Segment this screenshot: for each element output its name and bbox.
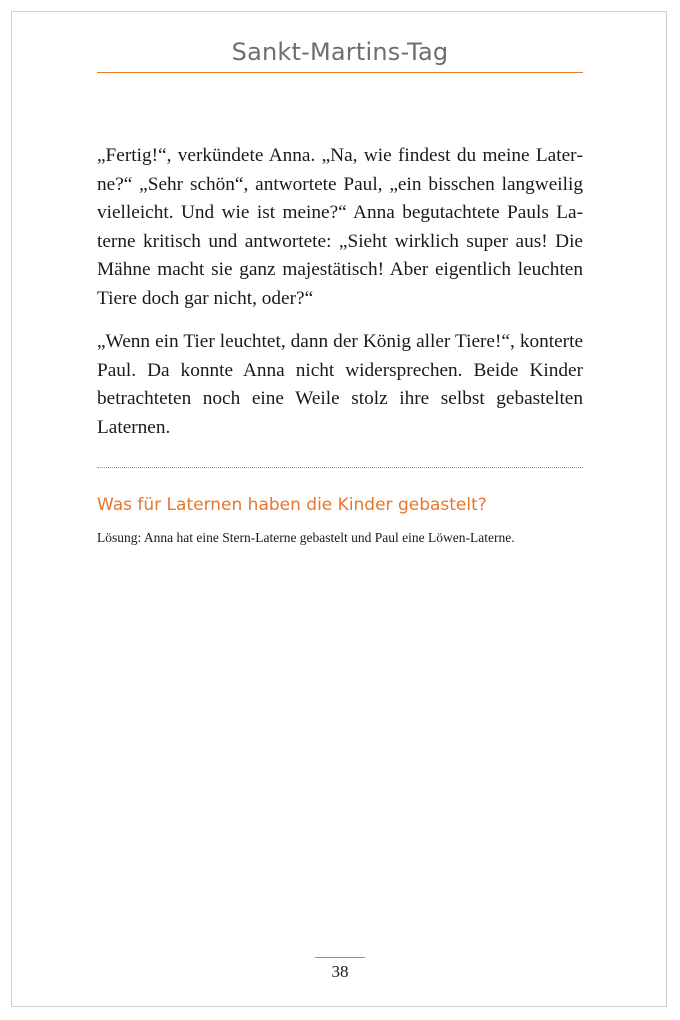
quiz-solution: Lösung: Anna hat eine Stern-Laterne gebastelt und Paul eine Löwen-Laterne. <box>97 530 515 545</box>
quiz-question: Was für Laternen haben die Kinder gebastelt? <box>97 495 487 515</box>
page-header-title: Sankt-Martins-Tag <box>231 38 449 66</box>
section-divider <box>97 467 583 468</box>
page-number-rule <box>315 957 365 958</box>
header-rule <box>97 72 583 73</box>
story-paragraph-1: „Fertig!“, verkündete Anna. „Na, wie findest du meine Laterne?“ „Sehr schön“, antwortete Paul, „ein bisschen langweilig vielleicht. Und wie ist meine?“ Anna begutachtete Pauls Laterne kritisch und antwortete: „Sieht wirklich super aus! Die Mähne macht sie ganz majestätisch! Aber eigentlich leuchten Tiere doch gar nicht, oder?“ <box>97 145 583 309</box>
story-paragraph-2: „Wenn ein Tier leuchtet, dann der König aller Tiere!“, konterte Paul. Da konnte Anna nicht widersprechen. Beide Kinder betrachteten noch eine Weile stolz ihre selbst gebastelten Laternen. <box>97 331 583 438</box>
page-number: 38 <box>331 962 349 981</box>
